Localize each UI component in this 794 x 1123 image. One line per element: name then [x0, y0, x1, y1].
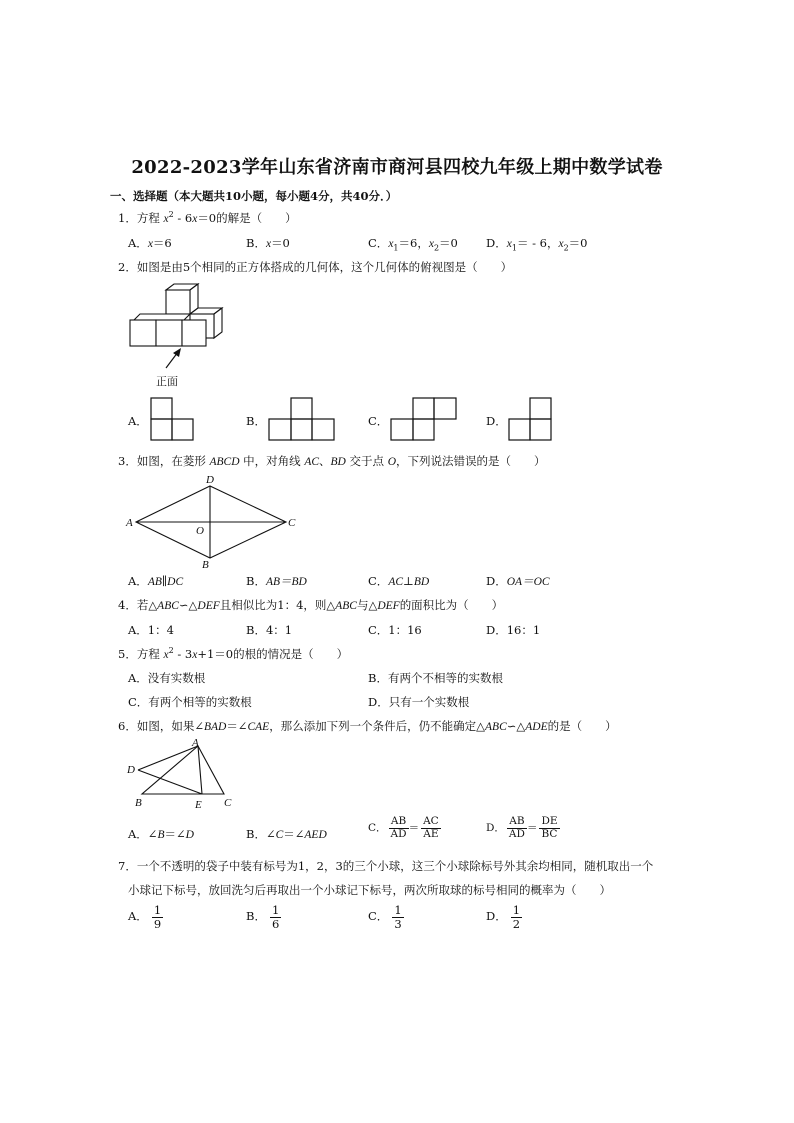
q7-option-d[interactable]: D． $\frac{1}{2}$	[486, 903, 521, 931]
q2-option-c-figure[interactable]	[390, 397, 458, 441]
q3-option-b[interactable]: B．AB＝BD	[246, 574, 307, 588]
q4-option-a[interactable]: A．1：4	[128, 623, 174, 637]
q2-option-a[interactable]: A．	[128, 414, 148, 428]
q5-option-b[interactable]: B．有两个不相等的实数根	[368, 671, 503, 685]
q2-option-b[interactable]: B．	[246, 414, 266, 428]
front-label: 正面	[156, 375, 178, 388]
q5-option-d[interactable]: D．只有一个实数根	[368, 695, 470, 709]
q3-option-d[interactable]: D．OA＝OC	[486, 574, 550, 588]
triangle-label-c: C	[224, 797, 232, 809]
q4-option-d[interactable]: D．16：1	[486, 623, 541, 637]
question-1-stem: 1．方程 $x^2 - 6x=0$的解是（ ）	[118, 210, 297, 225]
question-6-stem: 6．如图，如果∠BAD＝∠CAE，那么添加下列一个条件后，仍不能确定△ABC∽△ADE的是（ ）	[118, 719, 617, 733]
rhombus-label-a: A	[126, 517, 133, 529]
q3-option-a[interactable]: A．AB∥DC	[128, 574, 184, 588]
rhombus-figure	[122, 472, 302, 570]
q2-option-d-figure[interactable]	[508, 397, 554, 441]
question-5-stem: 5．方程 $x^2 - 3x+1=0$的根的情况是（ ）	[118, 646, 349, 661]
q1-option-c[interactable]: C．$x_1=6$，$x_2=0$	[368, 236, 458, 253]
q7-option-a[interactable]: A． $\frac{1}{9}$	[128, 903, 162, 931]
q7-option-b[interactable]: B． $\frac{1}{6}$	[246, 903, 280, 931]
q4-option-b[interactable]: B．4：1	[246, 623, 293, 637]
rhombus-label-o: O	[196, 525, 204, 537]
question-7-line-1: 7．一个不透明的袋子中装有标号为1，2，3的三个小球，这三个小球除标号外其余均相同，随机取出一个	[118, 859, 654, 873]
q4-option-c[interactable]: C．1：16	[368, 623, 422, 637]
q7-option-c[interactable]: C． $\frac{1}{3}$	[368, 903, 402, 931]
q6-option-c[interactable]: C． $\frac{AB}{AD}$ ＝ $\frac{AC}{AE}$	[368, 815, 439, 840]
q1-option-b[interactable]: B．x＝0	[246, 236, 290, 250]
q6-option-b[interactable]: B．∠C＝∠AED	[246, 827, 327, 841]
q1-option-a[interactable]: A．x＝6	[128, 236, 172, 250]
q5-option-a[interactable]: A．没有实数根	[128, 671, 206, 685]
q6-option-a[interactable]: A．∠B＝∠D	[128, 827, 194, 841]
triangle-label-d: D	[127, 764, 135, 776]
section-heading: 一、选择题（本大题共10小题，每小题4分，共40分．）	[110, 189, 398, 203]
q2-option-d[interactable]: D．	[486, 414, 507, 428]
q2-option-c[interactable]: C．	[368, 414, 389, 428]
question-7-line-2: 小球记下标号，放回洗匀后再取出一个小球记下标号，两次所取球的标号相同的概率为（ ）	[128, 883, 611, 897]
page-title: 2022-2023学年山东省济南市商河县四校九年级上期中数学试卷	[131, 157, 663, 178]
question-4-stem: 4．若△ABC∽△DEF且相似比为1：4，则△ABC与△DEF的面积比为（ ）	[118, 598, 504, 612]
q6-option-d[interactable]: D． $\frac{AB}{AD}$ ＝ $\frac{DE}{BC}$	[486, 815, 558, 840]
triangle-label-b: B	[135, 797, 142, 809]
rhombus-label-c: C	[288, 517, 296, 529]
question-2-stem: 2．如图是由5个相同的正方体搭成的几何体，这个几何体的俯视图是（ ）	[118, 260, 513, 274]
q5-option-c[interactable]: C．有两个相等的实数根	[128, 695, 252, 709]
q2-option-b-figure[interactable]	[268, 397, 336, 441]
triangle-figure	[124, 736, 242, 810]
q3-option-c[interactable]: C．AC⊥BD	[368, 574, 430, 588]
rhombus-label-b: B	[202, 559, 209, 570]
q2-option-a-figure[interactable]	[150, 397, 196, 441]
q1-option-d[interactable]: D．$x_1= - 6$，$x_2=0$	[486, 236, 588, 253]
cube-figure	[126, 282, 226, 370]
triangle-label-e: E	[195, 799, 202, 810]
rhombus-label-d: D	[206, 474, 214, 486]
question-3-stem: 3．如图，在菱形 ABCD 中，对角线 AC、BD 交于点 O，下列说法错误的是（ ）	[118, 454, 546, 468]
triangle-label-a: A	[192, 737, 199, 749]
